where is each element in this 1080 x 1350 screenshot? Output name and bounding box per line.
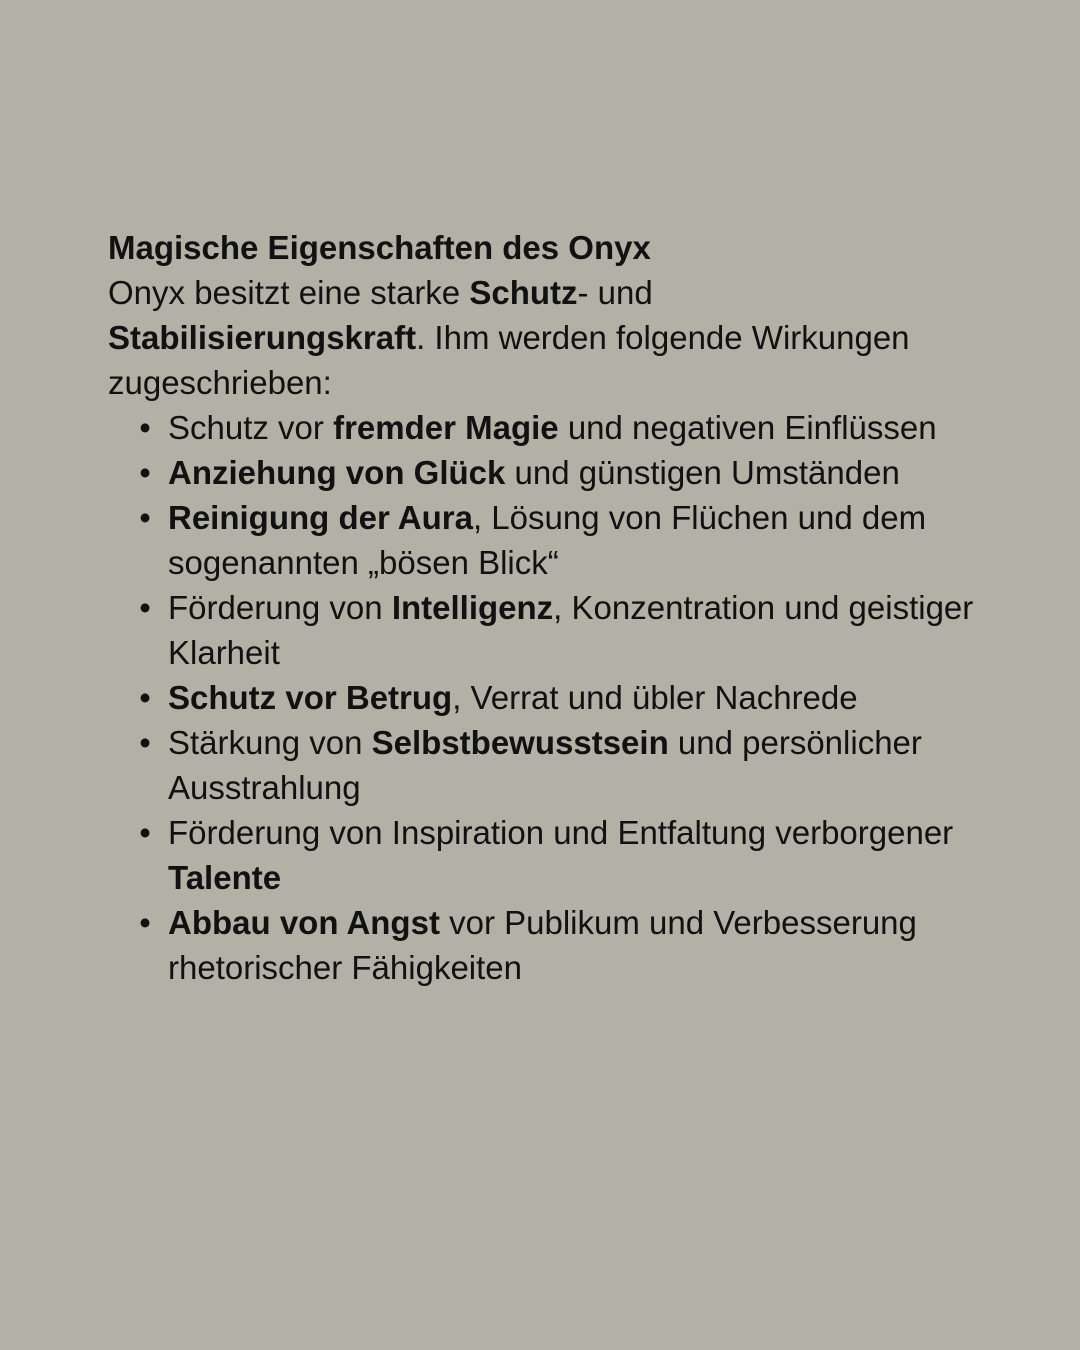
text-segment: Stärkung von [168, 724, 372, 761]
bullet-icon: • [139, 409, 151, 446]
list-item [139, 675, 988, 720]
bullet-icon: • [139, 814, 151, 851]
text-segment: - und [577, 274, 653, 311]
emphasized-text: Intelligenz [391, 589, 554, 626]
text-segment: Förderung von [168, 589, 392, 626]
text-segment: , Konzentration und geistiger Klarheit [168, 589, 974, 671]
emphasized-text: Schutz [469, 274, 578, 311]
text-segment: , Verrat und übler Nachrede [452, 679, 858, 716]
bullet-icon: • [139, 589, 151, 626]
list-item [139, 585, 988, 675]
text-segment: Onyx besitzt eine starke [108, 274, 470, 311]
text-segment: Schutz vor [168, 409, 334, 446]
text-segment: und persönlicher Ausstrahlung [168, 724, 922, 806]
list-item [139, 720, 988, 810]
bullet-icon: • [139, 499, 151, 536]
text-segment: . Ihm werden folgende Wirkungen zugeschrieben: [108, 319, 910, 401]
text-card [108, 225, 988, 990]
bullet-icon: • [139, 904, 151, 941]
page-title: Magische Eigenschaften des Onyx [108, 229, 651, 266]
emphasized-text: Abbau von Angst [168, 904, 440, 941]
properties-list [108, 405, 988, 990]
intro-paragraph [108, 270, 988, 405]
text-segment: und negativen Einflüssen [558, 409, 937, 446]
list-item [139, 495, 988, 585]
emphasized-text: Talente [168, 859, 282, 896]
bullet-icon: • [139, 454, 151, 491]
emphasized-text: Reinigung der Aura [168, 499, 473, 536]
list-item [139, 450, 988, 495]
text-segment: vor Publikum und Verbesserung rhetorischer Fähigkeiten [168, 904, 917, 986]
text-segment: , Lösung von Flüchen und dem sogenannten „bösen Blick“ [168, 499, 927, 581]
bullet-icon: • [139, 679, 151, 716]
emphasized-text: fremder Magie [333, 409, 559, 446]
text-segment: und günstigen Umständen [505, 454, 900, 491]
emphasized-text: Selbstbewusstsein [371, 724, 669, 761]
text-segment: Förderung von Inspiration und Entfaltung verborgener [168, 814, 954, 851]
emphasized-text: Stabilisierungskraft [108, 319, 417, 356]
emphasized-text: Schutz vor Betrug [168, 679, 453, 716]
emphasized-text: Anziehung von Glück [168, 454, 506, 491]
list-item [139, 900, 988, 990]
list-item [139, 405, 988, 450]
bullet-icon: • [139, 724, 151, 761]
list-item [139, 810, 988, 900]
